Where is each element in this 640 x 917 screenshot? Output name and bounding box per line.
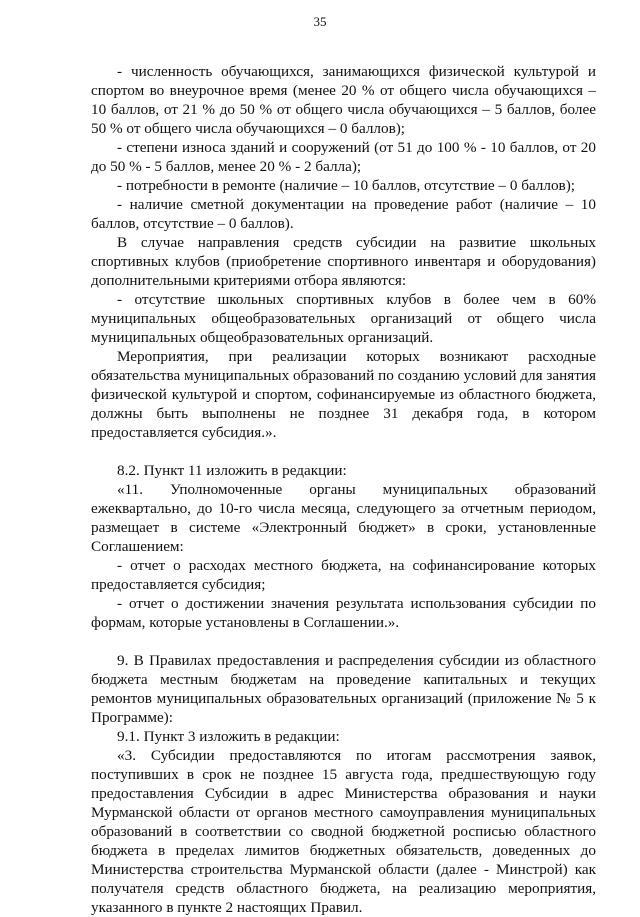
paragraph-estimate-documentation-criterion: - наличие сметной документации на проведение работ (наличие – 10 баллов, отсутствие – 0 баллов).: [91, 196, 596, 232]
document-body: [91, 62, 596, 917]
paragraph-clause-9-1: 9.1. Пункт 3 изложить в редакции:: [117, 728, 340, 745]
paragraph-sports-clubs-criterion: - отсутствие школьных спортивных клубов в более чем в 60% муниципальных общеобразовательных организаций от общего числа муниципальных общеобразовательных организаций.: [91, 291, 596, 346]
paragraph-section-9: 9. В Правилах предоставления и распределения субсидии из областного бюджета местным бюджетам на проведение капитальных и текущих ремонтов муниципальных образовательных организаций (приложение № 5 к Программе):: [91, 652, 596, 726]
paragraph-clause-8-2: 8.2. Пункт 11 изложить в редакции:: [117, 462, 347, 479]
paragraph-sports-clubs-intro: В случае направления средств субсидии на развитие школьных спортивных клубов (приобретение спортивного инвентаря и оборудования) дополнительными критериями отбора являются:: [91, 234, 596, 289]
paragraph-repair-need-criterion: - потребности в ремонте (наличие – 10 баллов, отсутствие – 0 баллов);: [117, 177, 576, 194]
paragraph-result-report: - отчет о достижении значения результата использования субсидии по формам, которые установлены в Соглашении.».: [91, 595, 596, 631]
paragraph-expense-report: - отчет о расходах местного бюджета, на софинансирование которых предоставляется субсидия;: [91, 557, 596, 593]
paragraph-deadline: Мероприятия, при реализации которых возникают расходные обязательства муниципальных образований по созданию условий для занятия физической культурой и спортом, софинансируемые из областного бюджета, должны быть выполнены не позднее 31 декабря года, в котором предоставляется субсидия.».: [91, 348, 596, 441]
paragraph-gap: [91, 632, 596, 651]
paragraph-gap: [91, 442, 596, 461]
paragraph-point-11: «11. Уполномоченные органы муниципальных образований ежеквартально, до 10-го числа месяца, следующего за отчетным периодом, размещает в системе «Электронный бюджет» в сроки, установленные Соглашением:: [91, 481, 596, 555]
paragraph-student-count-criterion: - численность обучающихся, занимающихся физической культурой и спортом во внеурочное время (менее 20 % от общего числа обучающихся – 10 баллов, от 21 % до 50 % от общего числа обучающихся – 5 баллов, более 50 % от общего числа обучающихся – 0 баллов);: [91, 63, 596, 137]
paragraph-building-wear-criterion: - степени износа зданий и сооружений (от 51 до 100 % - 10 баллов, от 20 до 50 % - 5 баллов, менее 20 % - 2 балла);: [91, 139, 596, 175]
paragraph-point-3: «3. Субсидии предоставляются по итогам рассмотрения заявок, поступивших в срок не позднее 15 августа года, предшествующую году предоставления Субсидии в адрес Министерства образования и науки Мурманской области от органов местного самоуправления муниципальных образований в соответствии со сводной бюджетной росписью областного бюджета в пределах лимитов бюджетных обязательств, доведенных до Министерства строительства Мурманской области (далее - Минстрой) как получателя средств областного бюджета, на реализацию мероприятия, указанного в пункте 2 настоящих Правил.: [91, 747, 596, 916]
page-number: 35: [313, 14, 327, 29]
